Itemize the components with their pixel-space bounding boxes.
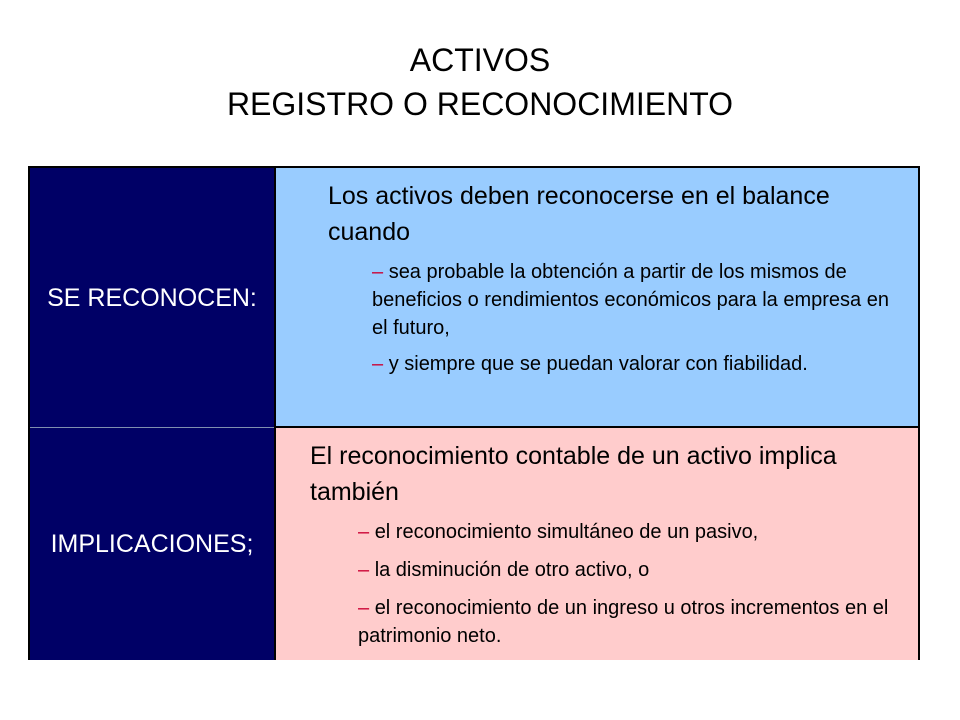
list-item: [372, 258, 898, 342]
list-item-text: el reconocimiento de un ingreso u otros incrementos en el patrimonio neto.: [358, 597, 889, 647]
dash-bullet: –: [358, 597, 375, 619]
dash-bullet: –: [372, 353, 389, 375]
dash-bullet: –: [372, 261, 389, 283]
list-item: [358, 556, 898, 584]
dash-bullet: –: [358, 521, 375, 543]
title-line-1: ACTIVOS: [409, 42, 551, 78]
row-label-recognized: SE RECONOCEN:: [47, 283, 257, 312]
row-label-implications: IMPLICACIONES;: [50, 530, 254, 558]
list-item-text: sea probable la obtención a partir de los mismos de beneficios o rendimientos económicos para la empresa en el futuro,: [372, 261, 889, 339]
row-content-cell-implications: [274, 428, 918, 660]
recognition-table: [28, 166, 920, 660]
list-item-text: el reconocimiento simultáneo de un pasivo,: [374, 521, 759, 543]
row-content-cell-recognized: [274, 168, 918, 428]
list-item: [372, 350, 898, 378]
row-lead-implications: El reconocimiento contable de un activo implica también: [310, 442, 837, 506]
slide-title: [0, 38, 960, 126]
list-item: [358, 594, 898, 650]
dash-bullet: –: [358, 559, 375, 581]
list-item-text: y siempre que se puedan valorar con fiabilidad.: [388, 353, 808, 375]
row-lead-recognized: Los activos deben reconocerse en el balance cuando: [328, 182, 830, 246]
row-label-cell-implications: [30, 428, 274, 660]
list-item-text: la disminución de otro activo, o: [374, 559, 650, 581]
list-item: [358, 518, 898, 546]
row-label-cell-recognized: [30, 168, 274, 428]
title-line-2: REGISTRO O RECONOCIMIENTO: [226, 86, 734, 122]
